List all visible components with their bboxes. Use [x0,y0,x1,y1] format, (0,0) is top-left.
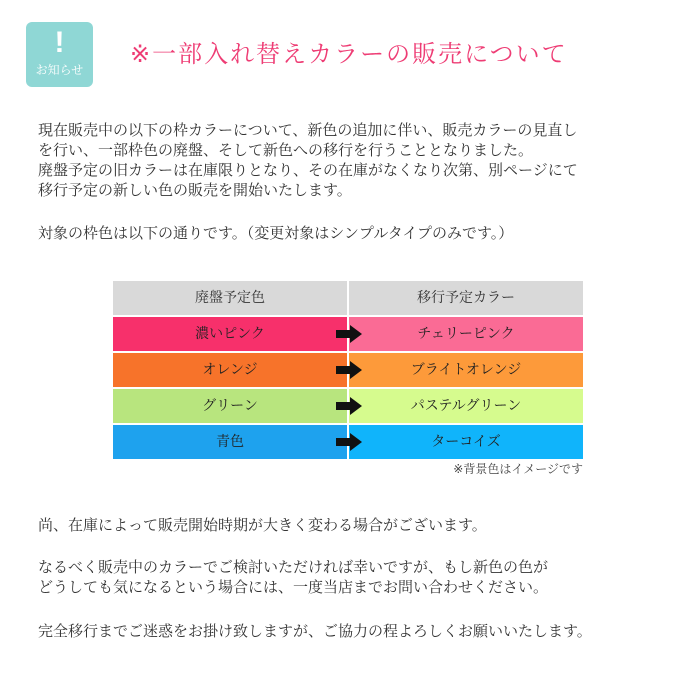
target-line: 対象の枠色は以下の通りです。（変更対象はシンプルタイプのみです。） [38,224,514,242]
intro-line: 移行予定の新しい色の販売を開始いたします。 [38,181,352,199]
page-title: ※一部入れ替えカラーの販売について [130,40,568,68]
arrow-right-icon [336,361,362,379]
notice-badge [26,22,93,87]
inquiry-note-line: どうしても気になるという場合には、一度当店までお問い合わせください。 [38,578,549,596]
color-change-table [113,281,583,461]
table-row [113,317,583,351]
target-paragraph [38,223,678,243]
old-color-cell: グリーン [113,389,347,423]
old-color-cell: オレンジ [113,353,347,387]
arrow-right-icon [336,397,362,415]
closing-note [38,621,678,641]
table-header-row [113,281,583,315]
arrow-right-icon [336,433,362,451]
inquiry-note [38,557,678,597]
inquiry-note-line: なるべく販売中のカラーでご検討いただければ幸いですが、もし新色の色が [38,558,549,576]
new-color-cell: パステルグリーン [349,389,583,423]
table-row [113,389,583,423]
arrow-right-icon [336,325,362,343]
intro-paragraph [38,120,678,200]
header-old-color: 廃盤予定色 [113,281,347,315]
notice-label: お知らせ [35,63,84,77]
footnote: ※背景色はイメージです [453,462,583,476]
new-color-cell: ブライトオレンジ [349,353,583,387]
header-new-color: 移行予定カラー [349,281,583,315]
stock-note [38,515,678,535]
table-row [113,425,583,459]
closing-line: 完全移行までご迷惑をお掛け致しますが、ご協力の程よろしくお願いいたします。 [38,622,592,640]
table-row [113,353,583,387]
intro-line: 廃盤予定の旧カラーは在庫限りとなり、その在庫がなくなり次第、別ページにて [38,161,578,179]
stock-note-line: 尚、在庫によって販売開始時期が大きく変わる場合がございます。 [38,516,487,534]
new-color-cell: ターコイズ [349,425,583,459]
new-color-cell: チェリーピンク [349,317,583,351]
old-color-cell: 濃いピンク [113,317,347,351]
intro-line: 現在販売中の以下の枠カラーについて、新色の追加に伴い、販売カラーの見直し [38,121,578,139]
exclamation-icon: ! [54,26,65,59]
intro-line: を行い、一部枠色の廃盤、そして新色への移行を行うこととなりました。 [38,141,534,159]
old-color-cell: 青色 [113,425,347,459]
